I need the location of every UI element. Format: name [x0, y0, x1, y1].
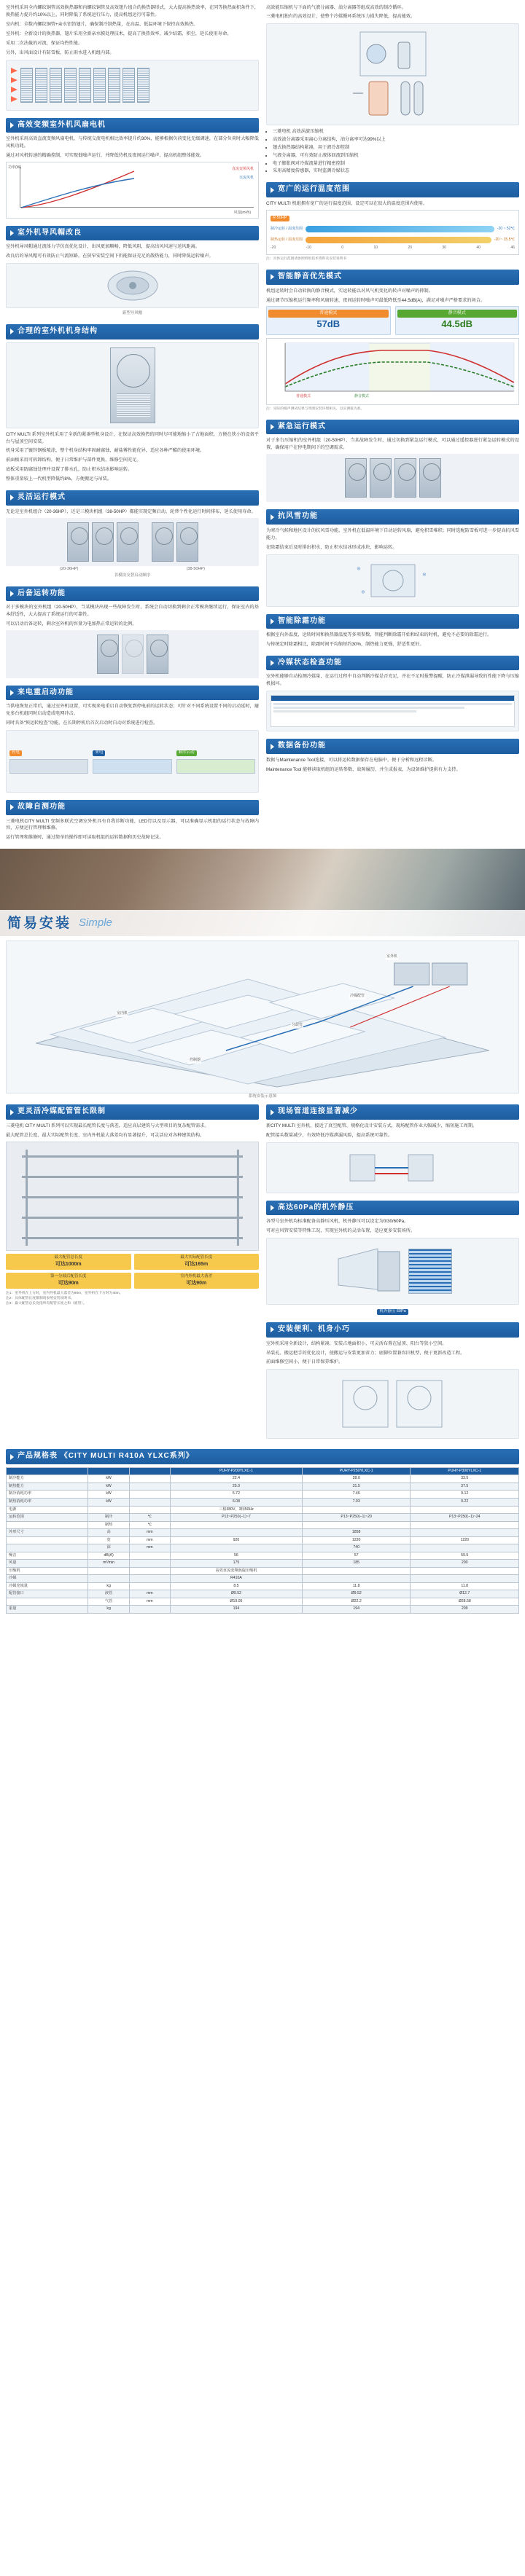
pipe-card-actual: 最大实际配管长度 可达165m	[134, 1254, 260, 1270]
spec-section	[0, 1446, 525, 1621]
refrigerant-check-figure	[266, 691, 519, 731]
table-cell	[88, 1575, 129, 1583]
block-piping-reduced	[266, 1104, 519, 1193]
triangle-bullet-icon	[271, 744, 274, 750]
easy-install-text: 室外机采用全新设计，结构紧凑，安装占地面积小，可灵活布置在屋顶、阳台等狭小空间。 吊装孔、搬运把手的优化设计，使搬运与安装更加省力；底脚位置兼容旧机型，便于更新改造工程。 前面维修空间小，便于日常保养维护。	[266, 1340, 465, 1365]
table-cell: 9.22	[411, 1498, 519, 1506]
table-cell: 1220	[411, 1536, 519, 1544]
table-cell: 25.0	[170, 1483, 302, 1491]
block-heat-exchange	[6, 4, 259, 111]
table-cell: 噪音	[7, 1552, 88, 1560]
easy-install-heading: 安装便利、机身小巧	[266, 1322, 519, 1338]
table-cell: 31.5	[302, 1483, 411, 1491]
block-quiet-mode	[266, 270, 519, 412]
table-cell	[129, 1475, 170, 1483]
pipe-card-total: 最大配管总长度 可达1000m	[6, 1254, 131, 1270]
simple-install-banner	[0, 849, 525, 936]
table-cell: 194	[302, 1606, 411, 1614]
long-pipe-figure	[6, 1142, 259, 1251]
table-cell	[88, 1506, 129, 1514]
table-cell	[411, 1544, 519, 1552]
dc-fan-heading: 高效变频室外机风扇电机	[6, 118, 259, 133]
backup-units-figure	[6, 630, 259, 678]
table-cell	[129, 1606, 170, 1614]
static-pressure-heading: 高达60Pa的机外静压	[266, 1201, 519, 1216]
triangle-bullet-icon	[10, 1110, 14, 1115]
power-restart-heading: 来电重启动功能	[6, 686, 259, 701]
piping-reduced-text: 新CITY MULTI 室外机，接近了真空配管、规格化设计安装方式，现场配管作业大幅减少，缩短施工周期。 配管接头数量减少，有效降低冷媒泄漏风险，提高系统可靠性。	[266, 1123, 478, 1138]
wind-hood-text: 室外机导风帽通过流体力学仿真优化设计，出风更加顺畅，降低风阻，提高出风风速与送风距离。 改良后的导风帽可有效防止气流短路，在狭窄安装空间下仍能保证充足的散热能力，同时降低运转噪声。	[6, 244, 214, 259]
table-cell: 9.12	[411, 1491, 519, 1499]
label-indoor-unit: 室内机	[117, 1011, 128, 1016]
table-row	[7, 1475, 519, 1483]
outdoor-units-figure	[6, 518, 259, 566]
power-restart-figure	[6, 730, 259, 793]
table-cell	[170, 1521, 302, 1529]
table-cell: P13~P250(−1)~7	[170, 1514, 302, 1522]
temp-range-figure	[266, 210, 519, 255]
table-cell: 1858	[302, 1529, 411, 1537]
table-cell: 7.03	[302, 1498, 411, 1506]
snow-resistance-heading: 抗风雪功能	[266, 509, 519, 525]
banner-subtitle: Simple	[79, 916, 112, 930]
compact-body-heading: 合理的室外机机身结构	[6, 324, 259, 339]
table-cell: 33.5	[411, 1475, 519, 1483]
table-cell	[129, 1491, 170, 1499]
table-cell	[170, 1544, 302, 1552]
table-cell: 37.5	[411, 1483, 519, 1491]
table-cell: 制冷能力	[7, 1475, 88, 1483]
spec-table	[6, 1467, 519, 1614]
block-refrigerant-check	[266, 656, 519, 731]
spec-header-row: PUHY-P200YLXC-1 PUHY-P250YLXC-1 PUHY-P300YLXC-1	[7, 1467, 519, 1475]
table-cell: Ø12.7	[411, 1590, 519, 1598]
self-diagnosis-text: 三菱电机CITY MULTI 变频多联式空调室外机具有自我诊断功能，LED灯以及显示器，可以准确显示机组的运行状态与故障内容，方便运行管理和维修。 运行管理和维修时，通过简单的操作即可读取机组的运转数据和历史故障记录。	[6, 818, 259, 841]
table-cell: 185	[302, 1560, 411, 1568]
triangle-bullet-icon	[271, 187, 274, 193]
banner-overlay	[0, 910, 525, 936]
table-cell: mm	[129, 1536, 170, 1544]
table-cell	[7, 1544, 88, 1552]
triangle-bullet-icon	[271, 660, 274, 666]
wind-hood-caption: 新型导风帽	[122, 311, 143, 316]
table-row	[7, 1483, 519, 1491]
table-cell	[7, 1598, 88, 1606]
table-cell: ℃	[129, 1521, 170, 1529]
table-cell	[129, 1506, 170, 1514]
easy-install-figure	[266, 1369, 519, 1439]
spec-body	[7, 1475, 519, 1614]
emergency-mode-text: 对于多台压缩机的室外机组（20-50HP），当某故障发生时，通过切换到紧急运行模式，可以通过遥控器进行紧急运转模式的设置，确保用户在停电期间下的空调需求。	[266, 438, 519, 451]
table-cell	[129, 1560, 170, 1568]
wide-temp-heading: 宽广的运行温度范围	[266, 182, 519, 197]
triangle-bullet-icon	[10, 1454, 14, 1460]
table-cell: R410A	[170, 1575, 302, 1583]
table-cell: 200	[411, 1560, 519, 1568]
data-backup-text: 数据与Maintenance Tool连接，可以将运转数据保存在电脑中，便于分析和远程诊断。 Maintenance Tool 能够读取机组的运转参数、故障履历，并生成报表，为设备维护提供有力支持。	[266, 757, 461, 772]
triangle-bullet-icon	[271, 274, 274, 280]
piping-reduced-heading: 现场管道连接显著减少	[266, 1104, 519, 1120]
label-power-on: 来电	[93, 750, 105, 756]
cool-range-label: 制冷运转 / 温度范围	[271, 226, 303, 231]
block-wind-hood	[6, 226, 259, 317]
table-cell: 电源	[7, 1506, 88, 1514]
heat-exchanger-figure	[6, 60, 259, 111]
table-cell: kW	[88, 1475, 129, 1483]
triangle-bullet-icon	[10, 804, 14, 810]
quiet-mode-note: 注：实际的噪声测试结果与周围安装环境相关，以实测值为准。	[266, 407, 365, 412]
smart-defrost-text: 根据室内外温度、运转时间和换热器温度等多项参数，智能判断除霜开始和结束的时机，避免不必要的除霜运行。 与传统定时除霜相比，除霜时间平均缩短约30%，制热能力更强、舒适性更好。	[266, 632, 492, 647]
table-cell	[302, 1521, 411, 1529]
quiet-mode-chart: 普通模式 静音模式	[266, 338, 519, 405]
table-cell: 7.46	[302, 1491, 411, 1499]
long-pipe-text: 三菱电机 CITY MULTI 系列可以实现最长配管长度与落差，适应高层建筑与大型项目的复杂配管需求。 最大配管总长度、最大实际配管长度、室内外机最大落差均有显著提升，可灵活应对各种建筑结构。	[6, 1123, 209, 1138]
table-cell: 22.4	[170, 1475, 302, 1483]
table-cell: mm	[129, 1598, 170, 1606]
block-compact-body	[6, 324, 259, 483]
block-flexible-operation	[6, 490, 259, 578]
table-cell	[411, 1575, 519, 1583]
quiet-mode-heading: 智能静音优先模式	[266, 270, 519, 285]
block-self-diagnosis	[6, 800, 259, 841]
table-row	[7, 1575, 519, 1583]
long-pipe-cards-2	[6, 1273, 259, 1289]
table-cell: 1220	[302, 1536, 411, 1544]
table-cell: 740	[302, 1544, 411, 1552]
table-cell	[129, 1567, 170, 1575]
table-cell: ℃	[129, 1514, 170, 1522]
table-cell: kg	[88, 1606, 129, 1614]
table-cell: 外形尺寸	[7, 1529, 88, 1537]
static-pressure-badge: 机外静压 60Pa	[377, 1309, 408, 1315]
table-cell: 风量	[7, 1560, 88, 1568]
label-controller: 控制器	[190, 1058, 201, 1063]
table-cell	[129, 1575, 170, 1583]
piping-reduced-figure	[266, 1142, 519, 1193]
static-pressure-figure	[266, 1238, 519, 1305]
table-cell	[88, 1567, 129, 1575]
heat-range-label: 制热运转 / 温度范围	[271, 237, 303, 242]
block-snow-resistance	[266, 509, 519, 606]
table-cell	[129, 1582, 170, 1590]
cool-range-value: -20 ~ 52℃	[497, 226, 515, 231]
block-refrigerant-cycle	[266, 4, 519, 175]
flexible-operation-text: 无论是室外机组合（20-36HP），还是三模块机组（38-50HP）都能实现定频启动、轮替个性化运行时间排布，延长使用寿命。	[6, 508, 256, 514]
table-cell: 重量	[7, 1606, 88, 1614]
table-row	[7, 1521, 519, 1529]
smart-defrost-heading: 智能除霜功能	[266, 614, 519, 629]
table-cell: 11.8	[411, 1582, 519, 1590]
block-easy-install	[266, 1322, 519, 1439]
flexible-operation-heading: 灵活运行模式	[6, 490, 259, 506]
table-cell: 宽	[88, 1536, 129, 1544]
table-cell: 920	[170, 1536, 302, 1544]
snow-resistance-text: 为寒冷气候和地区设计的抗风雪功能，室外机在低温环境下自动运转风扇，避免积雪堆积；同时选配防雪板可进一步提高抗风雪能力。 在除霜结束后及时排出积水，防止积水结冰形成冰块，影响运转。	[266, 527, 519, 550]
triangle-bullet-icon	[271, 1205, 274, 1211]
heat-exchange-text: 室外机采用全内螺纹铜管高效换热器和内螺纹铜管及高效翅片组合的换热器形式，大大提高换热效率，在同等换热面积条件下，换热能力提升约10%以上，同时降低了系统运行压力，提高机组运行可靠性。 室内机：全数内螺纹铜管+亲水铝箔翅片，确保制冷制热量，在高温、低温环境下保持高效换热。 室外机：全新设计的换热器，翅片采用全新亲水膜处理技术，提高了换热效率，减少结霜、积尘，延长使用寿命。 采用二次法截的对流，保证均热性能。 另外，出风面设计有防雪板，防止雨水进入机组内部。	[6, 5, 259, 55]
compact-body-text: CITY MULTI 系列室外机采用了全新的紧凑型机身设计，在保证高效换热的同时尽可能地缩小了占地面积，方便在狭小的设备平台与屋顶空间安装。 机身采用了镀锌钢板喷涂，整个机身结构牢固耐腐蚀，耐盐雾性能优异，适应各种严酷的使用环境。 前面板采用可拆卸结构，便于日常维护与部件更换，维修空间充足。 底板采用防腐蚀处理并设置了排水孔，防止积水结冰影响运转。 整体重量较上一代机型降低约8%，方便搬运与吊装。	[6, 431, 259, 482]
data-backup-heading: 数据备份功能	[266, 739, 519, 754]
long-pipe-heading: 更灵活冷媒配管管长限制	[6, 1104, 259, 1120]
table-cell: 压缩机	[7, 1567, 88, 1575]
table-cell: Ø28.58	[411, 1598, 519, 1606]
heat-range-value: -20 ~ 15.5℃	[494, 237, 515, 242]
compact-body-figure	[6, 342, 259, 428]
table-cell	[129, 1498, 170, 1506]
table-row	[7, 1582, 519, 1590]
flex-caption-c: 各模块交替启动顺序	[114, 573, 151, 578]
quiet-mode-text: 机组运转时会自动转换的静音模式，实运转能以对风气机变化的转声对噪声的抑制。 通过调节压缩机运行频率和风扇转速，夜间运转时噪声可最低降低至44.5dB(A)，满足对噪声严格要求的场合。	[266, 288, 486, 303]
table-cell: 冷媒	[7, 1575, 88, 1583]
triangle-bullet-icon	[10, 591, 14, 597]
triangle-bullet-icon	[271, 619, 274, 624]
table-row	[7, 1514, 519, 1522]
table-row	[7, 1567, 519, 1575]
table-row	[7, 1536, 519, 1544]
table-cell: 制热能力	[7, 1483, 88, 1491]
table-cell: 运转范围	[7, 1514, 88, 1522]
block-long-pipe	[6, 1104, 259, 1306]
table-row	[7, 1606, 519, 1614]
triangle-bullet-icon	[271, 514, 274, 520]
triangle-bullet-icon	[271, 1327, 274, 1332]
fins-illustration	[18, 63, 152, 107]
table-row	[7, 1544, 519, 1552]
airflow-arrows	[11, 68, 18, 102]
pipe-card-height: 室内外机最大落差 可达90m	[134, 1273, 260, 1289]
refrigerant-cycle-text: 高效能压缩机与下面的气液分离器、油分离器等组成高效的制冷循环。 三菱电机独有的高效设计，使整个冷媒循环系统压力损失降低，提高能效。	[266, 5, 416, 19]
table-cell: 冷媒充填量	[7, 1582, 88, 1590]
block-emergency-mode	[266, 420, 519, 502]
table-row	[7, 1498, 519, 1506]
table-row	[7, 1491, 519, 1499]
db-comparison	[266, 306, 519, 335]
table-cell: mm	[129, 1544, 170, 1552]
table-cell: kW	[88, 1483, 129, 1491]
triangle-bullet-icon	[10, 690, 14, 696]
table-cell: mm	[129, 1529, 170, 1537]
power-restart-text: 当供电恢复正常后，通过室外机设置，可实现来电重启自动恢复到停电前的运转状态；可针对不同系统设置不同的启动延时，避免多台机组同时启动造成电网冲击。 同时具备“预运转检查”功能，在长期停机后首次启动时自动对系统进行检查。	[6, 704, 259, 726]
table-cell: P13~P250(−1)~20	[302, 1514, 411, 1522]
snow-figure	[266, 554, 519, 607]
db-card-normal: 普通模式 57dB	[266, 306, 391, 335]
column-right	[266, 4, 519, 849]
column-left-2	[6, 1104, 259, 1446]
refrigerant-cycle-figure	[266, 23, 519, 125]
table-cell: 194	[170, 1606, 302, 1614]
table-cell	[129, 1552, 170, 1560]
table-cell: 209	[411, 1606, 519, 1614]
table-cell: 高	[88, 1529, 129, 1537]
label-power-off: 停电	[9, 750, 22, 756]
temp-range-note: 注：具体运行范围请参照机组技术资料及安装说明书	[266, 257, 347, 262]
table-row	[7, 1552, 519, 1560]
table-cell	[7, 1536, 88, 1544]
table-cell: 8.5	[170, 1582, 302, 1590]
static-pressure-text: 各型号室外机均标准配备高静压风机，机外静压可以设定为0/30/60Pa。 可对应风管安装等特殊工况，实现室外机的灵活布置，适应更多安装场所。	[266, 1219, 416, 1234]
table-cell: 高效直流变频涡旋压缩机	[170, 1567, 302, 1575]
table-cell: 28.0	[302, 1475, 411, 1483]
isometric-system-diagram	[6, 941, 519, 1093]
table-cell: 制热	[88, 1521, 129, 1529]
triangle-bullet-icon	[10, 230, 14, 236]
table-cell: 深	[88, 1544, 129, 1552]
temp-scale: -20 -10 0 10 20 30 40 46	[271, 245, 515, 250]
table-cell: 57	[302, 1552, 411, 1560]
table-cell: mm	[129, 1590, 170, 1598]
table-cell: 11.8	[302, 1582, 411, 1590]
column-left	[6, 4, 259, 849]
table-cell: Ø19.05	[170, 1598, 302, 1606]
table-cell: kW	[88, 1491, 129, 1499]
table-cell	[411, 1567, 519, 1575]
label-refrigerant-pipe: 冷媒配管	[350, 994, 365, 999]
table-cell: Ø9.52	[170, 1590, 302, 1598]
table-cell: Ø9.52	[302, 1590, 411, 1598]
iso-caption: 系统安装示意图	[248, 1094, 277, 1099]
triangle-bullet-icon	[271, 424, 274, 430]
label-branch-pipe: 分歧管	[292, 1023, 303, 1028]
long-pipe-notes: 注1：室外机在上方时，室内外机最大落差为90m，室外机在下方时为40m。 注2：具体配管长度限制请参照安装说明书。 注3：最大配管总长度指所有配管长度之和（液管）。	[6, 1291, 123, 1306]
label-outdoor-unit: 室外机	[386, 954, 398, 959]
triangle-bullet-icon	[10, 329, 14, 334]
table-cell: 液管	[88, 1590, 129, 1598]
block-backup-operation	[6, 586, 259, 678]
refrigerant-check-text: 室外机能够自动检测冷媒量，在运行过程中自动判断冷媒是否充足，并在不足时报警提醒，防止冷媒泄漏导致的性能下降与压缩机损坏。	[266, 674, 519, 687]
table-cell	[411, 1521, 519, 1529]
block-power-restart	[6, 686, 259, 793]
spec-heading: 产品规格表 《CITY MULTI R410A YLXC系列》	[6, 1449, 519, 1464]
table-cell	[411, 1529, 519, 1537]
table-cell	[302, 1506, 411, 1514]
pipe-card-branch: 第一分歧后配管长度 可达90m	[6, 1273, 131, 1289]
table-cell: 制冷	[88, 1514, 129, 1522]
banner-title: 简易安装	[7, 915, 72, 931]
dc-fan-text: 室外机采用高效直流变频风扇电机，与传统交流电机相比效率提升约30%，能够根据负荷变化无级调速，在部分负荷时大幅降低风机功耗。 通过对风机转速的精确控制，可实现低噪声运行，并降低待机及夜间运行噪声，提高机组整体能效。	[6, 136, 259, 158]
refrigerant-cycle-bullets: • 三菱电机 高效涡旋压缩机 • 高效油分离器采用离心分离结构，油分离率可达99%以上 • 翅式换热器结构紧凑，用于液冷却控制 • 气液分离器，可有效防止液体回流到压缩机 • 电子膨胀阀对冷媒流量进行精密控制 • 采用高精度传感器，实时监测冷媒状态	[266, 128, 519, 176]
table-cell: 三相380V，3相50Hz	[170, 1506, 302, 1514]
table-cell: 制冷消耗功率	[7, 1491, 88, 1499]
wind-hood-heading: 室外机导风帽改良	[6, 226, 259, 241]
table-cell	[129, 1483, 170, 1491]
wide-temp-text: CITY MULTI 机组拥有宽广的运行温度范围，设定可以在很大的温度范围内使用。	[266, 200, 428, 206]
table-cell: 175	[170, 1560, 302, 1568]
table-cell	[302, 1575, 411, 1583]
triangle-bullet-icon	[10, 122, 14, 128]
model-badge: R-50HP	[271, 216, 289, 221]
fan-power-chart: 直流变频风机 交流风机 风量(m³/h) 功率(W)	[6, 162, 259, 219]
table-cell: 5.72	[170, 1491, 302, 1499]
emergency-mode-heading: 紧急运行模式	[266, 420, 519, 435]
self-diagnosis-heading: 故障自测功能	[6, 800, 259, 815]
table-cell: Ø22.2	[302, 1598, 411, 1606]
block-smart-defrost	[266, 614, 519, 648]
table-row	[7, 1598, 519, 1606]
table-cell: 59.5	[411, 1552, 519, 1560]
emergency-units-figure	[266, 454, 519, 502]
flex-caption-b: (38-50HP)	[186, 566, 205, 571]
table-cell: kg	[88, 1582, 129, 1590]
block-data-backup	[266, 739, 519, 773]
table-cell: 配管接口	[7, 1590, 88, 1598]
svg-text:❄: ❄	[360, 589, 365, 595]
triangle-bullet-icon	[271, 1110, 274, 1115]
table-row	[7, 1529, 519, 1537]
block-static-pressure	[266, 1201, 519, 1315]
table-cell: dB(A)	[88, 1552, 129, 1560]
table-row	[7, 1560, 519, 1568]
label-sequential-start: 顺序启动	[176, 750, 197, 756]
triangle-bullet-icon	[10, 495, 14, 500]
table-cell: 56	[170, 1552, 302, 1560]
table-cell: kW	[88, 1498, 129, 1506]
block-dc-fan	[6, 118, 259, 219]
table-cell: 气管	[88, 1598, 129, 1606]
svg-text:❄: ❄	[421, 572, 427, 578]
wind-hood-figure	[6, 263, 259, 308]
table-row	[7, 1506, 519, 1514]
refrigerant-check-heading: 冷媒状态检查功能	[266, 656, 519, 671]
long-pipe-cards	[6, 1254, 259, 1270]
backup-operation-text: 对于多模块的室外机组（20-50HP），当某模块出现一些故障发生时，系统会自动切换到剩余正常模块继续运行，保证室内的基本舒适性，大大提高了系统运行的可靠性。 可以启动后备运转，剩余室外机的容量为电加热正常运转的比例。	[6, 605, 259, 627]
table-cell: m³/min	[88, 1560, 129, 1568]
table-cell	[7, 1521, 88, 1529]
block-wide-temp-range	[266, 182, 519, 262]
backup-operation-heading: 后备运转功能	[6, 586, 259, 602]
svg-text:❄: ❄	[356, 566, 361, 572]
column-right-2	[266, 1104, 519, 1446]
flex-caption-a: (20-36HP)	[60, 566, 79, 571]
table-cell: 制热消耗功率	[7, 1498, 88, 1506]
table-row	[7, 1590, 519, 1598]
db-card-quiet: 静音模式 44.5dB	[395, 306, 520, 335]
table-cell	[302, 1567, 411, 1575]
table-cell	[411, 1506, 519, 1514]
table-cell	[170, 1529, 302, 1537]
table-cell: P13~P250(−1)~24	[411, 1514, 519, 1522]
table-cell: 6.08	[170, 1498, 302, 1506]
